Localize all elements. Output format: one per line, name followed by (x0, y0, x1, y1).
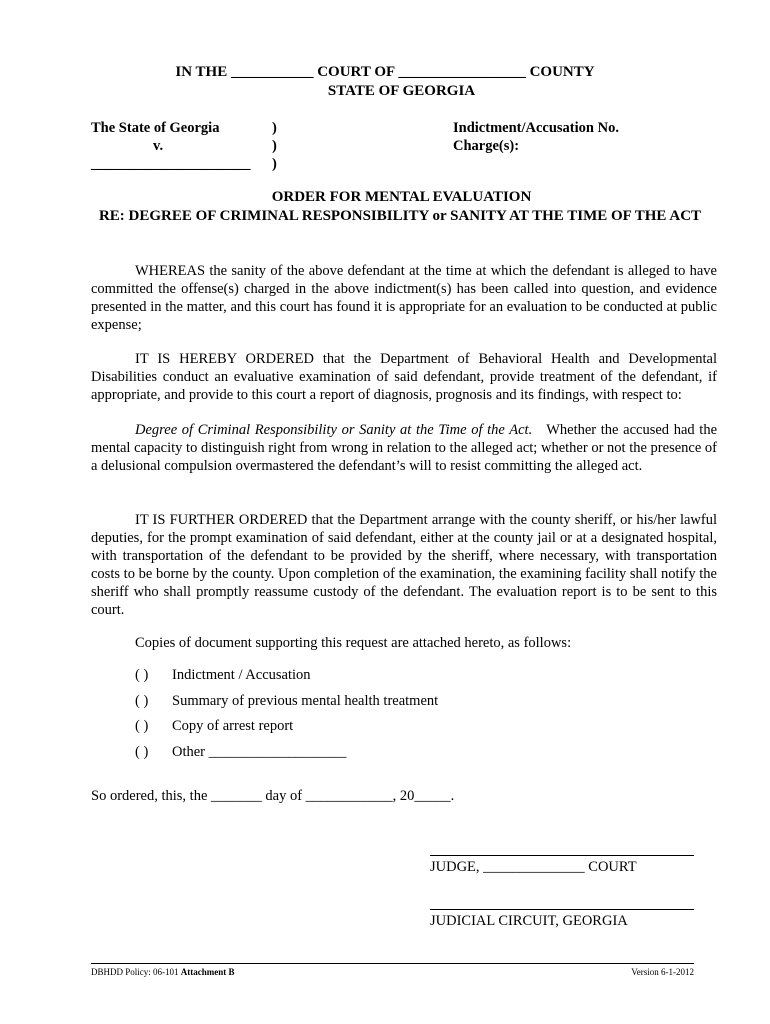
checklist-item[interactable] (135, 744, 346, 761)
whereas-text: WHEREAS the sanity of the above defendant at the time at which the defendant is alleged to have committed the offense(s) charged in the above indictment(s) has been called into question, and evidence presented in the matter, and this court has found it is appropriate for an evaluation to be conducted at public expense; (91, 263, 717, 333)
further-paragraph (91, 511, 717, 619)
checklist-item-label: Indictment / Accusation (172, 667, 311, 683)
footer-attachment: Attachment B (180, 967, 235, 977)
court-header-line1: IN THE ___________ COURT OF _________________ COUNTY (175, 64, 595, 80)
ordered-text: IT IS HEREBY ORDERED that the Department of Behavioral Health and Developmental Disabilities conduct an evaluative examination of said defendant, provide treatment of the defendant, if appropriate, and provide to this court a report of diagnosis, prognosis and its findings, with respect to: (91, 351, 717, 403)
ordered-paragraph (91, 350, 717, 404)
checkbox[interactable]: ( ) (135, 718, 149, 734)
copies-text: Copies of document supporting this request are attached hereto, as follows: (135, 635, 572, 651)
checklist-item-label: Other ___________________ (172, 744, 347, 760)
circuit-label: JUDICIAL CIRCUIT, GEORGIA (430, 913, 628, 929)
caption-paren-3: ) (272, 156, 277, 172)
footer-rule (91, 963, 694, 964)
copies-paragraph (91, 634, 717, 652)
degree-italic-text: Degree of Criminal Responsibility or Sanity at the Time of the Act. (135, 422, 533, 438)
caption-versus: v. (153, 138, 164, 154)
so-ordered-line: So ordered, this, the _______ day of ____________, 20_____. (91, 788, 455, 804)
checklist-item[interactable] (135, 718, 293, 735)
caption-paren-1: ) (272, 120, 277, 136)
degree-rest-text: Whether the accused had the mental capacity to distinguish right from wrong in relation to the alleged act; whether or not the presence of a delusional compulsion overmastered the defendant’s will to resist committing the alleged act. (91, 422, 718, 474)
judge-label: JUDGE, ______________ COURT (430, 859, 637, 875)
degree-paragraph (91, 421, 717, 475)
caption-state: The State of Georgia (91, 120, 220, 136)
checkbox[interactable]: ( ) (135, 693, 149, 709)
caption-defendant-blank: ______________________ (91, 156, 251, 172)
indictment-label: Indictment/Accusation No. (453, 120, 619, 136)
judge-signature-line (430, 855, 694, 856)
footer-policy (91, 967, 235, 977)
further-text: IT IS FURTHER ORDERED that the Department arrange with the county sheriff, or his/her lawful deputies, for the prompt examination of said defendant, either at the county jail or at a designated hospital, with transportation of the defendant to be provided by the sheriff, where necessary, with transportation costs to be borne by the county. Upon completion of the examination, the examining facility shall notify the sheriff who shall promptly reassume custody of the defendant. The evaluation report is to be sent to this court. (91, 512, 717, 618)
circuit-signature-line (430, 909, 694, 910)
footer-policy-text: DBHDD Policy: 06-101 (91, 967, 179, 977)
court-header-line2: STATE OF GEORGIA (327, 83, 476, 99)
footer-version: Version 6-1-2012 (631, 967, 694, 977)
whereas-paragraph (91, 262, 717, 334)
checklist-item-label: Summary of previous mental health treatment (172, 693, 439, 709)
checklist-item[interactable] (135, 693, 438, 710)
order-title-line2: RE: DEGREE OF CRIMINAL RESPONSIBILITY or SANITY AT THE TIME OF THE ACT (98, 208, 702, 224)
checkbox[interactable]: ( ) (135, 667, 149, 683)
charges-label: Charge(s): (453, 138, 520, 154)
order-title-line1: ORDER FOR MENTAL EVALUATION (271, 189, 532, 205)
checkbox[interactable]: ( ) (135, 744, 149, 760)
checklist-item-label: Copy of arrest report (172, 718, 294, 734)
caption-paren-2: ) (272, 138, 277, 154)
checklist-item[interactable] (135, 667, 311, 684)
